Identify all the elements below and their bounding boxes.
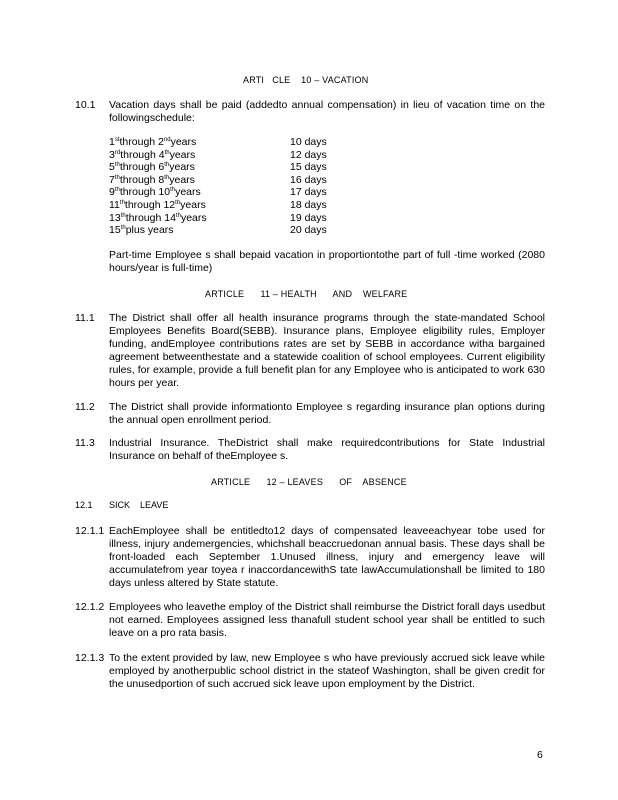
- schedule-row: [109, 212, 349, 225]
- schedule-years-text: 13: [109, 211, 121, 224]
- schedule-days: 10 days: [290, 136, 327, 148]
- ordinal-suffix: th: [114, 187, 120, 194]
- schedule-years-text: 3: [109, 148, 115, 161]
- ordinal-suffix: rd: [114, 149, 121, 156]
- ordinal-suffix: th: [120, 225, 126, 232]
- ordinal-suffix: th: [120, 212, 126, 219]
- schedule-days: 16 days: [290, 173, 327, 186]
- section-12-1-number: 12.1: [75, 500, 93, 510]
- schedule-days: 12 days: [290, 148, 327, 161]
- schedule-years: [109, 199, 290, 212]
- ordinal-suffix: th: [170, 187, 176, 194]
- schedule-row: [109, 161, 349, 174]
- schedule-years-text: 11: [109, 198, 120, 211]
- schedule-years: [109, 186, 290, 199]
- schedule-years-text: through 6: [119, 161, 165, 174]
- schedule-row: [109, 199, 349, 212]
- section-12-1-2-number: 12.1.2: [75, 601, 105, 613]
- article-11-heading: ARTICLE 11 – HEALTH AND WELFARE: [205, 289, 408, 299]
- section-12-1-3-text: To the extent provided by law, new Employee s who have previously accrued sick leave while employed by anotherpublic school district in the stateof Washington, shall be given credit for the unusedportion of such accrued sick leave upon employment by the District.: [109, 652, 545, 690]
- schedule-years-text: through 14: [125, 211, 176, 224]
- schedule-row: [109, 174, 349, 187]
- schedule-years: [109, 136, 290, 149]
- schedule-days: 20 days: [290, 224, 327, 237]
- schedule-years-text: 1: [109, 136, 115, 148]
- schedule-years-text: through 4: [120, 148, 165, 161]
- schedule-days: 19 days: [290, 211, 327, 224]
- schedule-years-text: years: [175, 186, 201, 199]
- article-10-heading: ARTI CLE 10 – VACATION: [243, 75, 369, 85]
- schedule-years-text: years: [170, 136, 197, 148]
- ordinal-suffix: th: [119, 199, 125, 206]
- section-12-1-title: SICK LEAVE: [109, 500, 169, 510]
- ordinal-suffix: th: [175, 199, 181, 206]
- ordinal-suffix: th: [114, 174, 120, 181]
- vacation-schedule: [109, 136, 349, 237]
- section-10-1-intro: Vacation days shall be paid (addedto annual compensation) in lieu of vacation time on the followingschedule:: [109, 99, 545, 124]
- section-12-1-1-text: EachEmployee shall be entitledto12 days of compensated leaveeachyear tobe used for illness, injury andemergencies, whichshall beaccruedonan annual basis. These days shall be front-loaded each September 1.Unused illness, injury and emergency leave will accumulatefrom year toyea r inaccordancewithS tate lawAccumulationshall be limited to 180 days unless altered by State statute.: [109, 525, 545, 589]
- schedule-years-text: years: [169, 148, 196, 161]
- schedule-row: [109, 136, 349, 149]
- schedule-years-text: 7: [109, 173, 115, 186]
- schedule-years: [109, 161, 290, 174]
- section-12-1-1-number: 12.1.1: [75, 525, 105, 537]
- section-10-1-number: 10.1: [75, 99, 96, 111]
- schedule-years-text: through 2: [119, 136, 164, 148]
- schedule-years-text: years: [180, 198, 206, 211]
- ordinal-suffix: nd: [163, 137, 171, 143]
- schedule-years: [109, 149, 290, 162]
- schedule-years-text: plus years: [125, 224, 174, 237]
- schedule-years: [109, 212, 290, 225]
- schedule-years-text: 5: [109, 161, 115, 174]
- schedule-days: 18 days: [290, 198, 327, 211]
- page-number: 6: [537, 749, 543, 761]
- schedule-years-text: 9: [109, 186, 115, 199]
- article-12-heading: ARTICLE 12 – LEAVES OF ABSENCE: [211, 477, 407, 487]
- schedule-years-text: through 10: [119, 186, 171, 199]
- schedule-days: 15 days: [290, 161, 327, 174]
- section-12-1-3-number: 12.1.3: [75, 652, 105, 664]
- schedule-row: [109, 186, 349, 199]
- schedule-years: [109, 174, 290, 187]
- schedule-years-text: through 8: [119, 173, 165, 186]
- schedule-years-text: years: [180, 211, 207, 224]
- section-11-2-number: 11.2: [75, 401, 95, 413]
- ordinal-suffix: th: [114, 162, 120, 169]
- schedule-years-text: through 12: [124, 198, 176, 211]
- section-11-3-text: Industrial Insurance. TheDistrict shall make requiredcontributions for State Industrial Insurance on behalf of theEmployee s.: [109, 437, 545, 462]
- section-11-2-text: The District shall provide informationto Employee s regarding insurance plan options during the annual open enrollment period.: [109, 401, 545, 426]
- schedule-years-text: years: [169, 161, 195, 174]
- schedule-days: 17 days: [290, 186, 327, 199]
- section-12-1-2-text: Employees who leavethe employ of the District shall reimburse the District forall days usedbut not earned. Employees assigned less thanafull student school year shall be entitled to such leave on a pro rata basis.: [109, 601, 545, 639]
- schedule-row: [109, 224, 349, 237]
- ordinal-suffix: th: [175, 212, 181, 219]
- section-10-1-parttime: Part-time Employee s shall bepaid vacation in proportiontothe part of full -time worked (2080 hours/year is full-time): [109, 249, 545, 274]
- ordinal-suffix: th: [164, 149, 170, 156]
- ordinal-suffix: th: [164, 162, 170, 169]
- schedule-row: [109, 149, 349, 162]
- section-11-1-text: The District shall offer all health insurance programs through the state-mandated School Employees Benefits Board(SEBB). Insurance plans, Employee eligibility rules, Employer funding, andEmployee contributions rates are set by SEBB in accordance witha bargained agreement betweenthestate and a statewide coalition of school employees. Current eligibility rules, for example, provide a full benefit plan for any Employee who is anticipated to work 630 hours per year.: [109, 312, 545, 389]
- ordinal-suffix: th: [164, 174, 170, 181]
- section-11-1-number: 11.1: [75, 312, 95, 324]
- schedule-years-text: years: [169, 173, 195, 186]
- section-11-3-number: 11.3: [75, 437, 95, 449]
- ordinal-suffix: st: [114, 137, 120, 143]
- schedule-years-text: 15: [109, 224, 121, 237]
- schedule-years: [109, 224, 290, 237]
